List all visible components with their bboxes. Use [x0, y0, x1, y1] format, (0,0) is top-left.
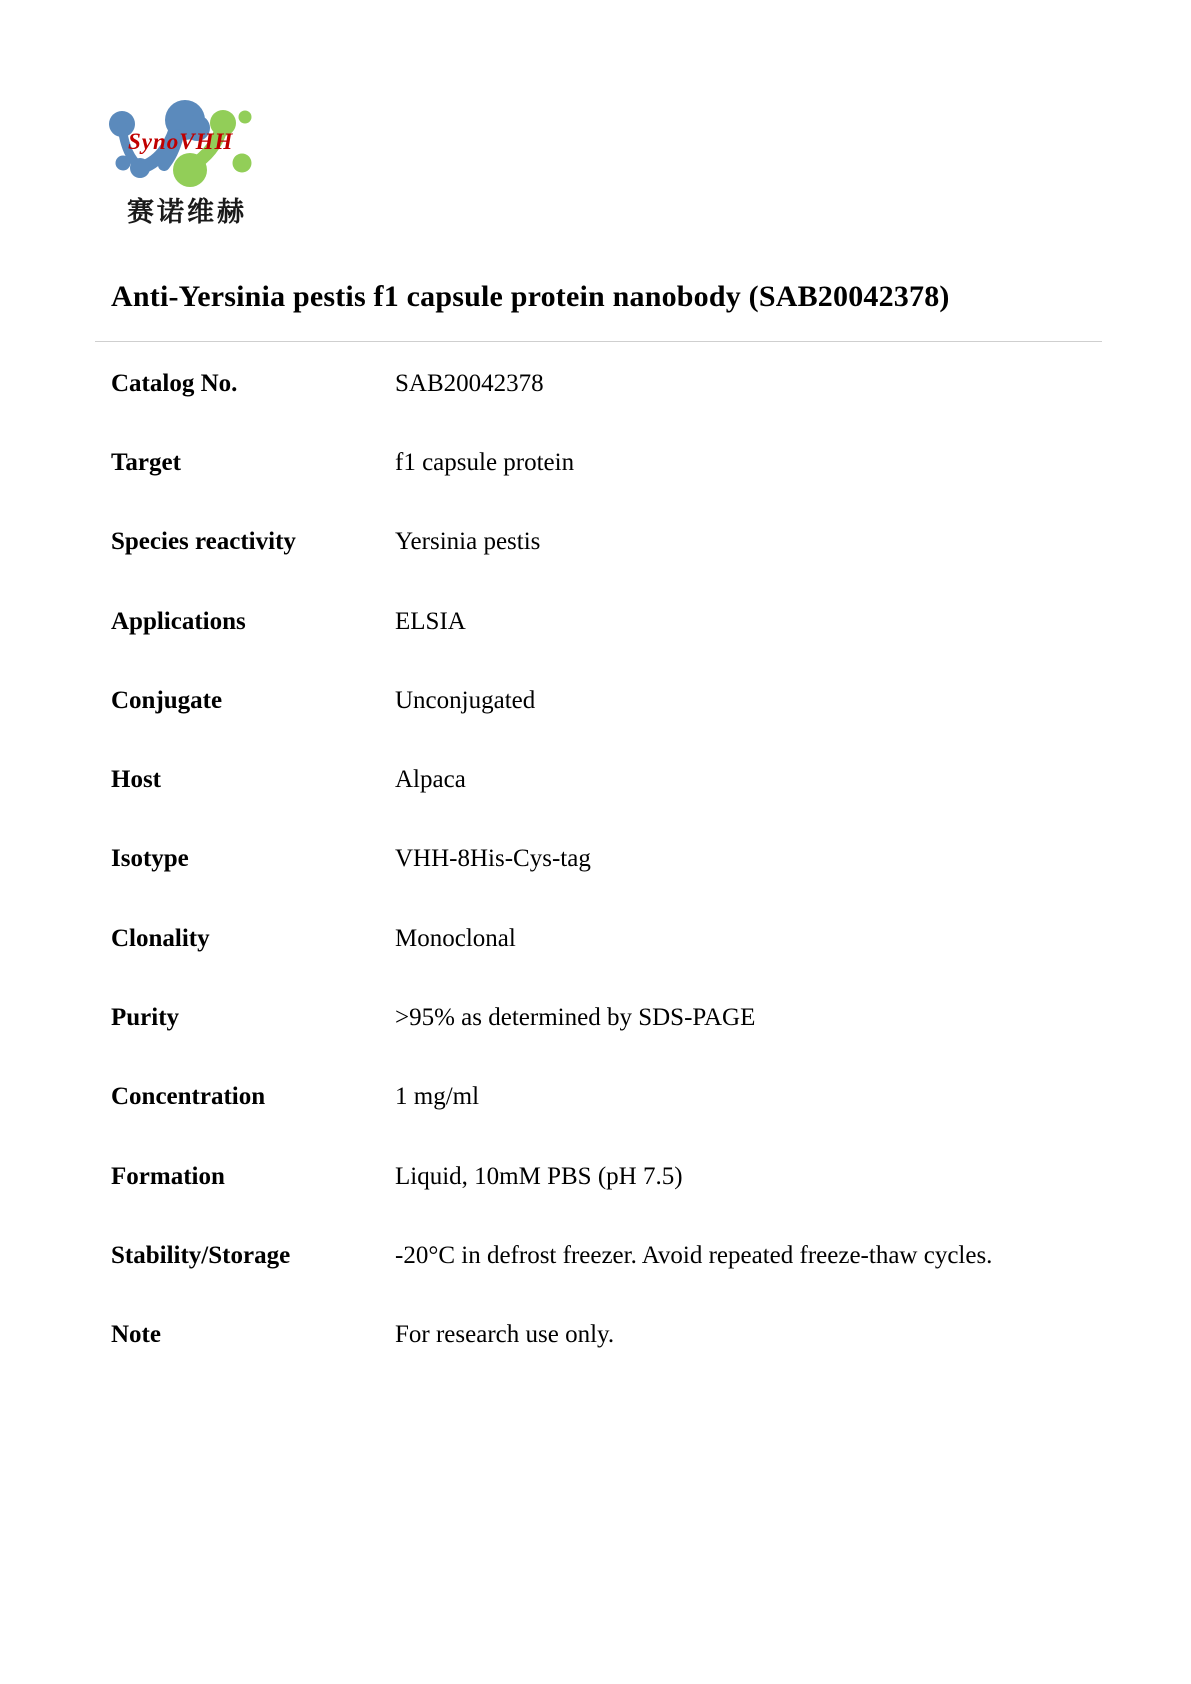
spec-row	[111, 1296, 1103, 1375]
page-title: Anti-Yersinia pestis f1 capsule protein nanobody (SAB20042378)	[111, 280, 950, 313]
spec-row	[111, 899, 1103, 978]
spec-row-label: Formation	[111, 1162, 225, 1190]
spec-row-value: Monoclonal	[395, 924, 516, 952]
spec-row-value: 1 mg/ml	[395, 1083, 480, 1111]
spec-row	[111, 1137, 1103, 1216]
spec-row-label: Note	[111, 1321, 161, 1349]
spec-row-label: Clonality	[111, 924, 210, 952]
spec-row	[111, 740, 1103, 819]
spec-row	[111, 344, 1103, 423]
spec-row	[111, 1058, 1103, 1137]
spec-row-label: Concentration	[111, 1083, 266, 1111]
spec-row-label: Catalog No.	[111, 369, 238, 397]
spec-row-value: f1 capsule protein	[395, 448, 575, 476]
logo-brand-text: SynoVHH	[128, 129, 234, 154]
logo-chinese-name: 赛诺维赫	[127, 197, 247, 227]
logo-blob-mark-icon	[90, 95, 260, 187]
title-divider	[95, 341, 1102, 342]
spec-row	[111, 820, 1103, 899]
spec-row	[111, 661, 1103, 740]
spec-row-label: Stability/Storage	[111, 1241, 291, 1269]
spec-row-label: Applications	[111, 607, 246, 635]
spec-row-value: Unconjugated	[395, 686, 536, 714]
spec-row-label: Isotype	[111, 845, 189, 873]
spec-row-label: Conjugate	[111, 686, 223, 714]
spec-row-label: Purity	[111, 1004, 180, 1032]
spec-row	[111, 503, 1103, 582]
spec-row-value: For research use only.	[395, 1321, 615, 1349]
spec-row-value: VHH-8His-Cys-tag	[395, 845, 591, 873]
spec-row-value: ELSIA	[395, 607, 466, 635]
spec-row-value: Yersinia pestis	[395, 528, 541, 556]
spec-row-value: Liquid, 10mM PBS (pH 7.5)	[395, 1162, 683, 1190]
spec-row	[111, 1216, 1103, 1295]
spec-row-label: Species reactivity	[111, 528, 296, 556]
spec-table	[111, 344, 1103, 1375]
spec-row-value: >95% as determined by SDS-PAGE	[395, 1004, 756, 1032]
spec-row-value: SAB20042378	[395, 369, 544, 397]
spec-row-value: -20°C in defrost freezer. Avoid repeated freeze-thaw cycles.	[395, 1241, 993, 1269]
spec-row	[111, 423, 1103, 502]
spec-row-label: Host	[111, 766, 161, 794]
spec-row-value: Alpaca	[395, 766, 466, 794]
spec-row-label: Target	[111, 448, 181, 476]
company-logo	[90, 95, 350, 227]
spec-row	[111, 582, 1103, 661]
spec-row	[111, 978, 1103, 1057]
